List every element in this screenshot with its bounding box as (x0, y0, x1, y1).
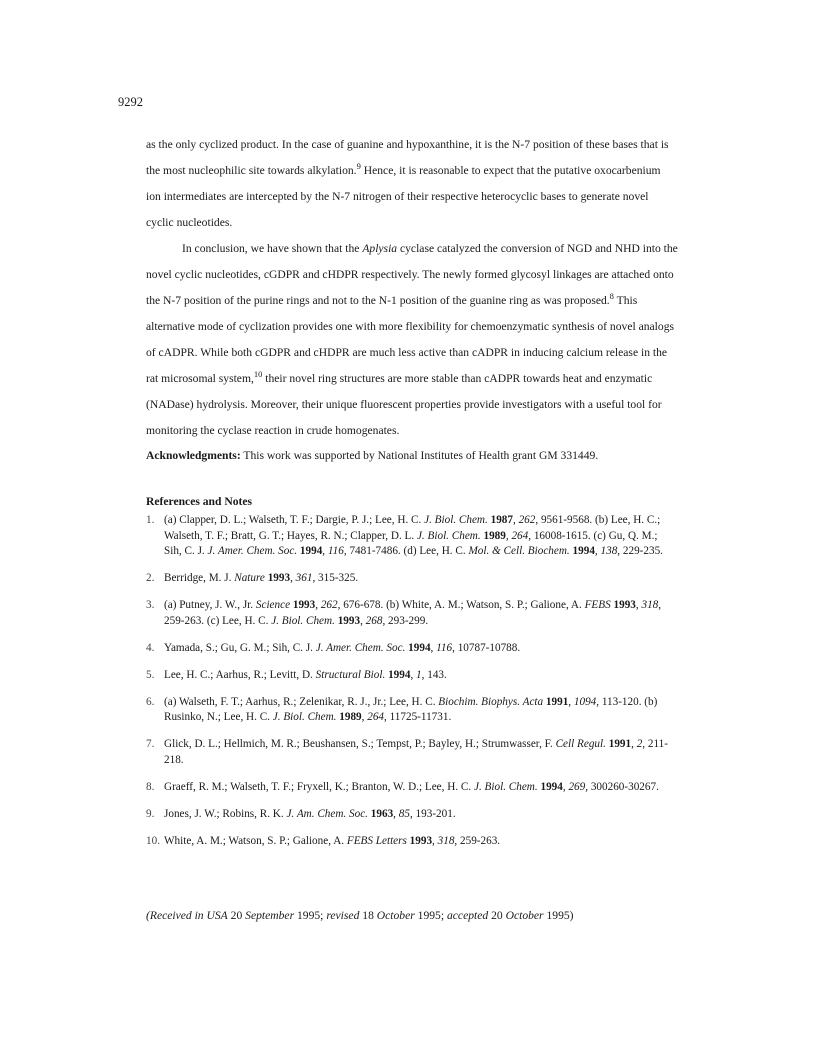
paragraph-1 (146, 132, 678, 236)
reference-item (146, 513, 676, 560)
reference-text (164, 781, 659, 793)
text-run: revised (326, 909, 360, 922)
text-run: , 300260-30267. (585, 780, 659, 793)
text-run: 1991 (608, 738, 632, 750)
reference-item (146, 780, 676, 796)
text-run: , (290, 572, 296, 584)
reference-item (146, 737, 676, 768)
reference-text (164, 599, 661, 627)
text-run: 264 (367, 711, 385, 723)
text-run: 1994 (540, 780, 563, 793)
citation-superscript: 9 (356, 161, 361, 171)
reference-text (164, 669, 447, 681)
text-run: October (505, 909, 544, 922)
text-run: J. Am. Chem. Soc. (286, 807, 368, 820)
text-run: (Received in USA (146, 909, 228, 922)
text-run: as the only cyclized product. In the case of guanine and hypoxanthine, it is the N-7 position of these bases that is the most nucleophilic site towards alkylation. (146, 138, 669, 177)
text-run: Nature (234, 572, 265, 584)
reference-number: 4. (146, 641, 155, 654)
text-run: , (361, 711, 368, 723)
text-run: , 16008-1615. (c) Gu, Q. M.; Sih, C. J. (164, 529, 658, 557)
text-run: accepted (446, 909, 489, 922)
text-run: 18 (359, 909, 377, 922)
page-number: 9292 (118, 95, 143, 109)
text-run: Mol. & Cell. Biochem. (468, 545, 570, 557)
references-heading: References and Notes (146, 495, 253, 508)
text-run: 1993 (292, 599, 316, 611)
reference-number: 7. (146, 738, 155, 750)
reference-text (164, 514, 663, 557)
text-run: 269 (568, 780, 586, 793)
text-run: 1994 (299, 545, 323, 557)
received-line (146, 909, 686, 922)
text-run: , (393, 807, 399, 820)
reference-number: 9. (146, 807, 155, 820)
text-run: , 676-678. (b) White, A. M.; Watson, S. P.; Galione, A. (337, 599, 585, 611)
reference-item (146, 598, 676, 629)
text-run: , (562, 780, 569, 793)
paragraph-2 (146, 236, 678, 444)
reference-text (164, 696, 657, 724)
text-run: 85 (398, 807, 410, 820)
text-run: 1963 (370, 807, 394, 820)
reference-item (146, 668, 676, 684)
text-run: 262 (320, 599, 338, 611)
text-run: 138 (600, 545, 618, 557)
acknowledgments (146, 449, 686, 462)
text-run: Science (255, 599, 291, 611)
text-run: 2 (636, 738, 643, 750)
text-run: J. Biol. Chem. (272, 711, 337, 723)
text-run: 116 (436, 641, 453, 654)
reference-number: 6. (146, 695, 155, 708)
text-run: , 211-218. (164, 738, 668, 766)
reference-number: 5. (146, 668, 155, 681)
text-run: J. Biol. Chem. (416, 529, 481, 542)
text-run: FEBS Letters (346, 834, 407, 847)
text-run: J. Biol. Chem. (424, 514, 488, 526)
text-run: In conclusion, we have shown that the (182, 242, 363, 255)
reference-item (146, 641, 676, 657)
text-run: This alternative mode of cyclization provides one with more flexibility for chemoenzymatic synthesis of novel analogs of cADPR. While both cGDPR and cHDPR are much less active than cADPR in inducing calcium release in the rat microsomal system, (146, 294, 675, 385)
reference-item (146, 807, 676, 823)
text-run: 1995; (414, 909, 447, 922)
text-run: J. Biol. Chem. (271, 614, 335, 627)
text-run: Biochim. Biophys. Acta (438, 695, 544, 708)
text-run: , 315-325. (312, 572, 359, 584)
text-run: 318 (437, 834, 455, 847)
reference-number: 1. (146, 514, 155, 526)
text-run: 1987 (490, 514, 513, 526)
text-run: White, A. M.; Watson, S. P.; Galione, A. (164, 834, 347, 847)
text-run: (a) Putney, J. W., Jr. (164, 599, 256, 611)
text-run: 1 (416, 668, 422, 681)
text-run: cyclase catalyzed the conversion of NGD and NHD into the novel cyclic nucleotides, cGDPR and cHDPR respectively. The newly formed glycosyl linkages are attached onto the N-7 position of the purine rings and not to the N-1 position of the guanine ring as was proposed. (146, 242, 678, 307)
body-text (146, 132, 678, 444)
text-run: 1989 (483, 529, 506, 542)
text-run: (a) Clapper, D. L.; Walseth, T. F.; Dargie, P. J.; Lee, H. C. (164, 514, 425, 526)
reference-text (164, 808, 456, 820)
text-run: 1993 (409, 834, 433, 847)
text-run: , (360, 614, 366, 627)
reference-item (146, 834, 676, 850)
reference-item (146, 571, 676, 587)
text-run: 1094 (573, 695, 597, 708)
text-run: 1994 (408, 641, 431, 654)
text-run: Jones, J. W.; Robins, R. K. (164, 807, 287, 820)
text-run: , (568, 695, 574, 708)
text-run: , (635, 599, 642, 611)
text-run: , 229-235. (617, 545, 663, 557)
text-run: 1994 (388, 668, 411, 681)
text-run: 1993 (337, 614, 361, 627)
text-run: , (315, 599, 321, 611)
text-run: , 9561-9568. (b) Lee, H. C.; Walseth, T. F.; Bratt, G. T.; Hayes, R. N.; Clapper, D. L. (164, 514, 661, 542)
text-run: , 259-263. (454, 834, 501, 847)
text-run: 20 (227, 909, 246, 922)
text-run: October (376, 909, 415, 922)
text-run: 1993 (613, 599, 636, 611)
text-run: 20 (488, 909, 506, 922)
text-run: Berridge, M. J. (164, 572, 235, 584)
text-run: , 113-120. (b) Rusinko, N.; Lee, H. C. (164, 695, 658, 723)
text-run: 262 (518, 514, 536, 526)
text-run: , (512, 514, 519, 526)
text-run: Aplysia (362, 242, 398, 255)
text-run: , (430, 641, 437, 654)
text-run: , (410, 668, 417, 681)
text-run: Yamada, S.; Gu, G. M.; Sih, C. J. (164, 641, 316, 654)
text-run: , 10787-10788. (452, 641, 521, 654)
reference-text (164, 738, 668, 766)
text-run: 1994 (572, 545, 595, 557)
reference-item (146, 695, 676, 726)
text-run: , 293-299. (382, 614, 429, 627)
text-run: 1995) (543, 909, 574, 922)
reference-number: 10. (146, 834, 160, 847)
text-run: Graeff, R. M.; Walseth, T. F.; Fryxell, K.; Branton, W. D.; Lee, H. C. (164, 780, 474, 793)
text-run: 318 (641, 599, 659, 611)
text-run: , (505, 529, 512, 542)
reference-number: 3. (146, 599, 155, 611)
reference-number: 8. (146, 780, 155, 793)
text-run: their novel ring structures are more stable than cADPR towards heat and enzymatic (NADase) hydrolysis. Moreover, their unique fluorescent properties provide investigators with a useful tool for monitoring the cyclase reaction in crude homogenates. (146, 372, 662, 437)
citation-superscript: 8 (609, 291, 614, 301)
text-run: 264 (511, 529, 529, 542)
text-run: 268 (365, 614, 383, 627)
text-run: , (322, 545, 328, 557)
text-run: (a) Walseth, F. T.; Aarhus, R.; Zelenikar, R. J., Jr.; Lee, H. C. (164, 695, 439, 708)
text-run: Hence, it is reasonable to expect that the putative oxocarbenium ion intermediates are intercepted by the N-7 nitrogen of their respective heterocyclic bases to generate novel cyclic nucleotides. (146, 164, 661, 229)
text-run: 1993 (267, 572, 291, 584)
text-run: 116 (327, 545, 344, 557)
text-run: FEBS (584, 599, 611, 611)
text-run: , 259-263. (c) Lee, H. C. (164, 599, 662, 627)
text-run: , 193-201. (409, 807, 456, 820)
references-list (146, 513, 676, 861)
text-run: 1989 (339, 711, 362, 723)
text-run: , (432, 834, 438, 847)
text-run: Structural Biol. (315, 668, 386, 681)
text-run: 361 (295, 572, 313, 584)
text-run: 1991 (545, 695, 569, 708)
text-run: , (631, 738, 637, 750)
text-run: 1995; (294, 909, 327, 922)
text-run: September (245, 909, 295, 922)
reference-text (164, 642, 520, 654)
text-run: J. Biol. Chem. (473, 780, 538, 793)
text-run: J. Amer. Chem. Soc. (315, 641, 406, 654)
text-run: J. Amer. Chem. Soc. (207, 545, 298, 557)
text-run: , 143. (421, 668, 447, 681)
acknowledgments-text: This work was supported by National Institutes of Health grant GM 331449. (240, 449, 599, 462)
acknowledgments-label: Acknowledgments: (146, 449, 241, 462)
text-run: Glick, D. L.; Hellmich, M. R.; Beushansen, S.; Tempst, P.; Bayley, H.; Strumwasser, F. (164, 738, 556, 750)
text-run: , (594, 545, 601, 557)
reference-text (164, 835, 500, 847)
reference-number: 2. (146, 572, 155, 584)
text-run: Lee, H. C.; Aarhus, R.; Levitt, D. (164, 668, 316, 681)
reference-text (164, 572, 358, 584)
citation-superscript: 10 (253, 369, 263, 379)
text-run: , 7481-7486. (d) Lee, H. C. (343, 545, 469, 557)
text-run: Cell Regul. (555, 738, 606, 750)
text-run: , 11725-11731. (384, 711, 452, 723)
